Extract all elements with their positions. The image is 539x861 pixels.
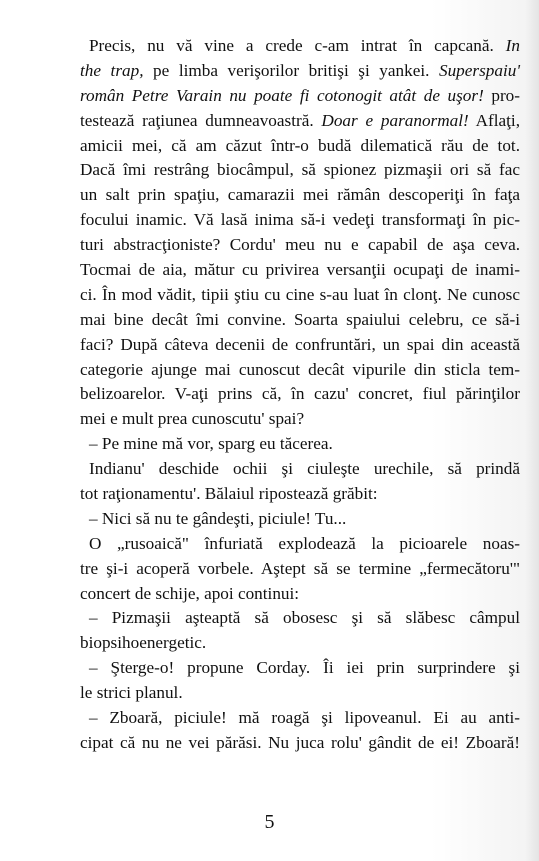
text-line-13: faci? După câteva decenii de confruntări, un spai din această — [80, 334, 520, 354]
text-line-8: focului inamic. Vă lasă inima să-i vedeţi transformaţi în pic- — [80, 210, 520, 230]
text-line-16: mei e mult prea cunoscutu' spai? — [80, 409, 305, 429]
italic-phrase-superspaiu: Superspaiu' — [438, 60, 520, 80]
text-line-6: Dacă îmi restrâng biocâmpul, să spionez pizmaşii ori să fac — [80, 160, 520, 180]
text-line-21: O „rusoaică" înfuriată explodează la picioarele noas- — [89, 533, 520, 553]
page-body-text — [80, 34, 520, 756]
text-line-12: mai bine decât îmi convine. Soarta spaiului celebru, ce să-i — [80, 309, 520, 329]
text-line-4-roman-b: Aflaţi, — [475, 110, 520, 130]
text-line-2-roman: pe limba verişorilor britişi şi yankei. — [153, 60, 439, 80]
text-line-25: biopsihoenergetic. — [80, 633, 207, 653]
text-line-29: cipat că nu ne vei părăsi. Nu juca rolu' gândit de ei! Zboară! — [80, 732, 520, 752]
italic-phrase-roman-petre-varain: român Petre Varain nu poate fi cotonogit atât de uşor! — [80, 85, 484, 105]
text-line-22: tre şi-i acoperă vorbele. Aştept să se termine „fermecătoru'" — [80, 558, 520, 578]
italic-phrase-in: In — [505, 36, 520, 55]
dialogue-line-24: – Pizmaşii aşteaptă să obosesc şi să slăbesc câmpul — [89, 608, 520, 628]
dialogue-line-20: – Nici să nu te gândeşti, piciule! Tu... — [89, 508, 347, 528]
text-line-15: belizoarelor. V-aţi prins că, în cazu' concret, fiul părinţilor — [80, 384, 520, 404]
text-line-1 — [80, 34, 520, 59]
italic-phrase-doar-e-paranormal: Doar e paranormal! — [321, 110, 469, 130]
text-line-14: categorie ajunge mai cunoscut decât vipurile din sticla tem- — [80, 359, 520, 379]
italic-phrase-the-trap: the trap, — [80, 60, 144, 80]
text-line-9: turi abstracţioniste? Cordu' meu nu e capabil de aşa ceva. — [80, 235, 520, 255]
text-line-1-roman: Precis, nu vă vine a crede c-am intrat în capcană. — [89, 36, 506, 55]
text-line-7: un salt prin spaţiu, camarazii mei rămân descoperiţi în faţa — [80, 185, 520, 205]
text-line-5: amicii mei, că am căzut într-o budă dilematică rău de tot. — [80, 135, 520, 155]
text-line-27: le strici planul. — [80, 683, 183, 703]
text-line-10: Tocmai de aia, mătur cu privirea versanţii ocupaţi de inami- — [80, 260, 520, 280]
text-line-23: concert de schije, apoi continui: — [80, 583, 300, 603]
dialogue-line-26: – Şterge-o! propune Corday. Îi iei prin surprindere şi — [89, 658, 520, 678]
dialogue-line-17: – Pe mine mă vor, sparg eu tăcerea. — [89, 434, 333, 454]
page-edge-shadow — [525, 0, 539, 861]
dialogue-line-28: – Zboară, piciule! mă roagă şi lipoveanul. Ei au anti- — [89, 708, 520, 728]
text-line-11: ci. În mod vădit, tipii ştiu cu cine s-au luat în clonţ. Ne cunosc — [80, 284, 520, 304]
text-line-3-roman: pro- — [491, 85, 520, 105]
text-line-3 — [80, 84, 520, 109]
text-line-2 — [80, 59, 520, 84]
text-line-4-roman-a: testează raţiunea dumneavoastră. — [80, 110, 322, 130]
text-line-18: Indianu' deschide ochii şi ciuleşte urechile, să prindă — [89, 459, 520, 479]
text-line-19: tot raţionamentu'. Bălaiul ripostează grăbit: — [80, 484, 378, 504]
page-number: 5 — [264, 811, 275, 833]
text-line-4 — [80, 109, 520, 134]
